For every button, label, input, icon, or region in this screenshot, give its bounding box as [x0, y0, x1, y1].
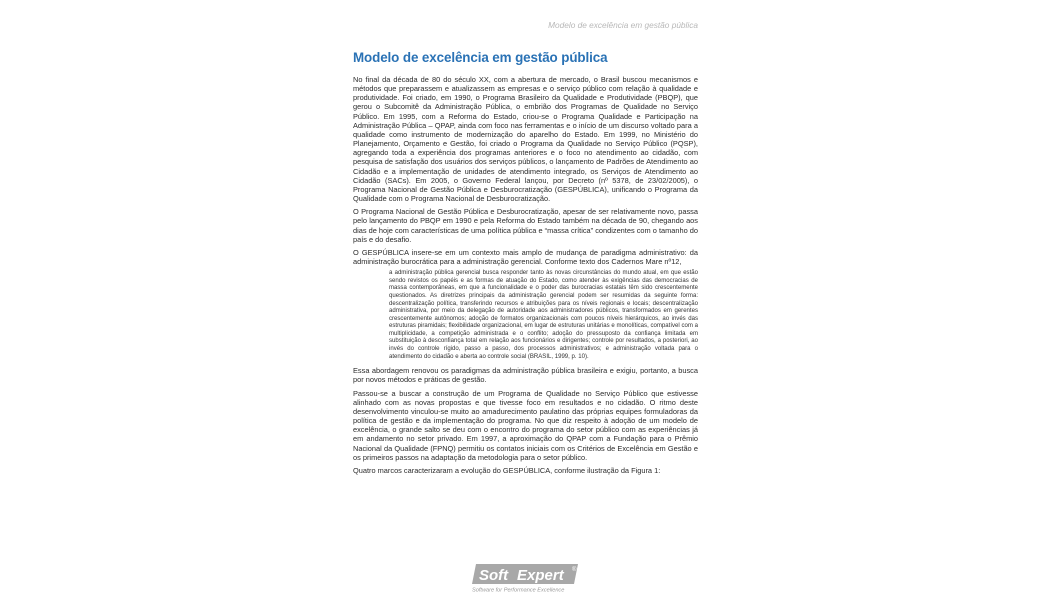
paragraph-4: Essa abordagem renovou os paradigmas da administração pública brasileira e exigiu, portanto, a busca por novos métodos e práticas de gestão.	[353, 366, 698, 385]
logo-tagline: Software for Performance Excellence	[472, 587, 565, 594]
document-body	[353, 50, 698, 479]
paragraph-6: Quatro marcos caracterizaram a evolução do GESPÚBLICA, conforme ilustração da Figura 1:	[353, 465, 661, 475]
paragraph-2: O Programa Nacional de Gestão Pública e Desburocratização, apesar de ser relativamente novo, passa pelo lançamento do PBQP em 1990 e pela Reforma do Estado também na década de 90, chegando aos dias de hoje com características de uma política pública e “massa crítica” condizentes com o tamanho do país e do desafio.	[353, 207, 698, 244]
softexpert-logo	[470, 562, 582, 594]
logo-registered-mark: ®	[572, 567, 577, 573]
paragraph-5: Passou-se a buscar a construção de um Programa de Qualidade no Serviço Público que estivesse alinhado com as novas propostas e que tivesse foco em resultados e no cidadão. O ritmo deste desenvolvimento vinculou-se muito ao amadurecimento paulatino das próprias equipes formuladoras da política de gestão e da implementação do programa. No que diz respeito à adoção de um modelo de excelência, o grande salto se deu com o encontro do programa do setor público com as experiências já em andamento no setor privado. Em 1997, a aproximação do QPAP com a Fundação para o Prêmio Nacional da Qualidade (FPNQ) permitiu os contatos iniciais com os Critérios de Excelência em Gestão e os primeiros passos na adaptação da metodologia para o setor público.	[353, 388, 698, 462]
document-title: Modelo de excelência em gestão pública	[353, 50, 608, 65]
paragraph-3: O GESPÚBLICA insere-se em um contexto mais amplo de mudança de paradigma administrativo: da administração burocrática para a administração gerencial. Conforme texto dos Cadernos Mare nº12,	[353, 247, 698, 266]
paragraph-1: No final da década de 80 do século XX, com a abertura de mercado, o Brasil buscou mecanismos e métodos que preparassem e atualizassem as empresas e o serviço público com relação à qualidade e produtividade. Foi criado, em 1990, o Programa Brasileiro da Qualidade e Produtividade (PBQP), que gerou o Subcomitê da Administração Pública, o embrião dos Programas de Qualidade no Serviço Público. Em 1995, com a Reforma do Estado, criou-se o Programa Qualidade e Participação na Administração Pública – QPAP, ainda com foco nas ferramentas e o início de um discurso voltado para a qualidade como instrumento de modernização do aparelho do Estado. Em 1999, no Ministério do Planejamento, Orçamento e Gestão, foi criado o Programa da Qualidade no Serviço Público (PQSP), agregando toda a experiência dos programas anteriores e o foco no atendimento ao cidadão, com pesquisa de satisfação dos usuários dos serviços públicos, o lançamento de Padrões de Atendimento ao Cidadão e a implementação de unidades de atendimento integrado, os Serviços de Atendimento ao Cidadão (SACs). Em 2005, o Governo Federal lançou, por Decreto (nº 5378, de 23/02/2005), o Programa Nacional de Gestão Pública e Desburocratização (GESPÚBLICA), unificando o Programa da Qualidade com o Programa Nacional de Desburocratização.	[353, 75, 698, 204]
logo-expert-text: Expert	[517, 567, 564, 584]
block-quote: a administração pública gerencial busca responder tanto às novas circunstâncias do mundo atual, em que estão sendo revistos os papéis e as formas de atuação do Estado, como atender às exigências das democracias de massa contemporâneas, em que a funcionalidade e o poder das burocracias estatais têm sido crescentemente questionados. As diretrizes principais da administração gerencial podem ser resumidas da seguinte forma: descentralização política, transferindo recursos e atribuições para os níveis regionais e locais; descentralização administrativa, por meio da delegação de autoridade aos administradores públicos, transformados em gerentes crescentemente autônomos; adoção de formatos organizacionais com poucos níveis hierárquicos, ao invés das estruturas piramidais; flexibilidade organizacional, em lugar de estruturas unitárias e monolíticas, compatível com a multiplicidade, a competição administrada e o conflito; adoção do pressuposto da confiança limitada em substituição à desconfiança total em relação aos funcionários e dirigentes; controle por resultados, a posteriori, ao invés do controle rígido, passo a passo, dos processos administrativos; e administração voltada para o atendimento do cidadão e aberta ao controle social (BRASIL, 1999, p. 10).	[389, 270, 698, 360]
logo-soft-text: Soft	[479, 567, 509, 584]
running-header: Modelo de excelência em gestão pública	[548, 20, 698, 30]
